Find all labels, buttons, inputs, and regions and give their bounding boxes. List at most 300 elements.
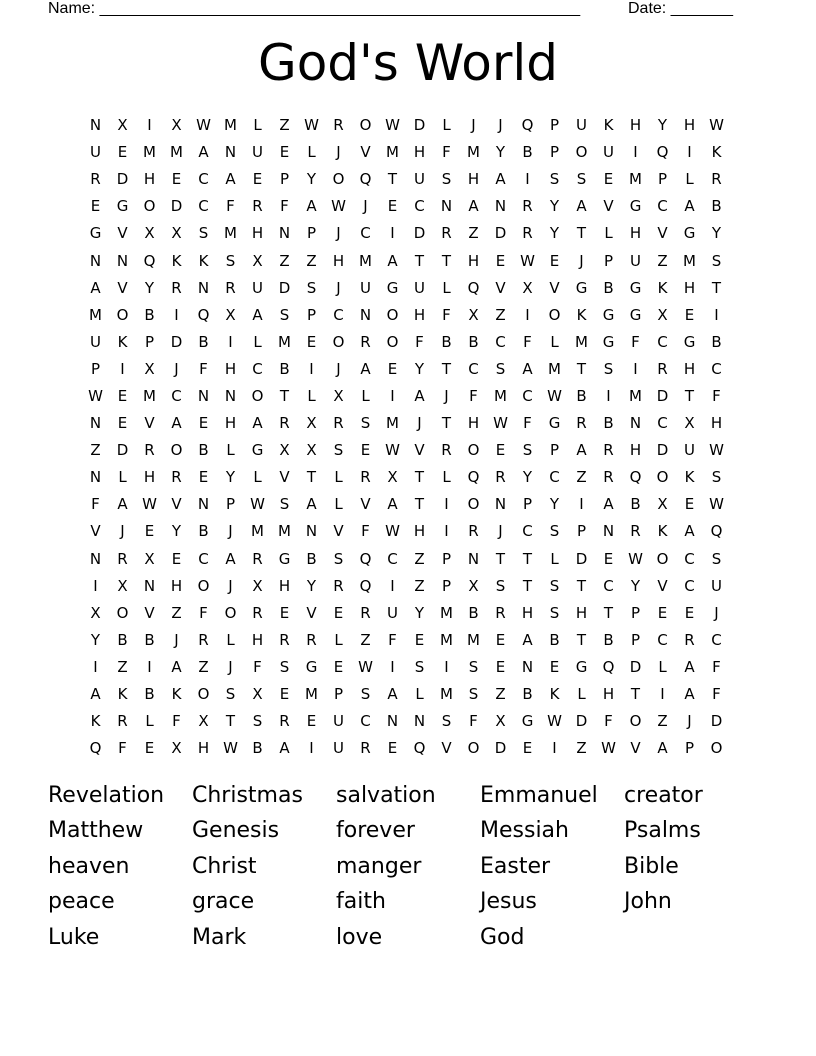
grid-letter[interactable]: J <box>228 657 233 676</box>
grid-letter[interactable]: J <box>120 522 125 541</box>
grid-letter[interactable]: B <box>549 630 560 649</box>
grid-letter[interactable]: R <box>576 414 587 433</box>
grid-letter[interactable]: A <box>360 359 371 378</box>
grid-letter[interactable]: O <box>386 305 399 324</box>
grid-letter[interactable]: L <box>604 224 613 243</box>
grid-letter[interactable]: A <box>603 495 614 514</box>
grid-letter[interactable]: X <box>252 251 263 270</box>
grid-letter[interactable]: E <box>549 657 560 676</box>
grid-letter[interactable]: H <box>143 468 156 487</box>
grid-letter[interactable]: W <box>304 116 319 135</box>
grid-letter[interactable]: T <box>279 386 290 405</box>
grid-letter[interactable]: L <box>253 116 262 135</box>
grid-letter[interactable]: U <box>333 712 344 731</box>
grid-letter[interactable]: S <box>198 224 209 243</box>
grid-letter[interactable]: K <box>657 522 668 541</box>
grid-letter[interactable]: B <box>441 332 452 351</box>
grid-letter[interactable]: M <box>548 359 561 378</box>
grid-letter[interactable]: R <box>360 468 371 487</box>
grid-letter[interactable]: K <box>171 251 182 270</box>
grid-letter[interactable]: D <box>413 224 426 243</box>
grid-letter[interactable]: R <box>225 278 236 297</box>
grid-letter[interactable]: O <box>143 197 156 216</box>
grid-letter[interactable]: T <box>387 170 398 189</box>
grid-letter[interactable]: Z <box>495 305 506 324</box>
grid-letter[interactable]: F <box>631 332 640 351</box>
grid-letter[interactable]: A <box>252 414 263 433</box>
grid-letter[interactable]: N <box>197 278 210 297</box>
grid-letter[interactable]: G <box>278 549 291 568</box>
grid-letter[interactable]: C <box>468 359 479 378</box>
grid-letter[interactable]: Z <box>90 441 101 460</box>
grid-letter[interactable]: L <box>226 441 235 460</box>
grid-letter[interactable]: H <box>413 522 426 541</box>
grid-letter[interactable]: E <box>198 414 209 433</box>
grid-letter[interactable]: V <box>333 522 344 541</box>
grid-letter[interactable]: N <box>359 305 372 324</box>
grid-letter[interactable]: I <box>660 685 665 704</box>
grid-letter[interactable]: Y <box>306 576 317 595</box>
grid-letter[interactable]: U <box>603 143 614 162</box>
grid-letter[interactable]: X <box>306 441 317 460</box>
grid-letter[interactable]: X <box>171 224 182 243</box>
grid-letter[interactable]: U <box>360 278 371 297</box>
grid-letter[interactable]: S <box>279 657 290 676</box>
grid-letter[interactable]: E <box>495 441 506 460</box>
grid-letter[interactable]: T <box>576 359 587 378</box>
grid-letter[interactable]: S <box>549 576 560 595</box>
grid-letter[interactable]: D <box>116 441 129 460</box>
grid-letter[interactable]: I <box>525 170 530 189</box>
grid-letter[interactable]: R <box>252 197 263 216</box>
grid-letter[interactable]: X <box>657 305 668 324</box>
grid-letter[interactable]: F <box>361 522 370 541</box>
grid-letter[interactable]: G <box>602 332 615 351</box>
grid-letter[interactable]: X <box>468 576 479 595</box>
grid-letter[interactable]: W <box>331 197 346 216</box>
grid-letter[interactable]: L <box>550 332 559 351</box>
grid-letter[interactable]: X <box>468 305 479 324</box>
grid-letter[interactable]: E <box>684 495 695 514</box>
grid-letter[interactable]: Q <box>710 522 723 541</box>
grid-letter[interactable]: A <box>171 414 182 433</box>
grid-letter[interactable]: H <box>683 278 696 297</box>
grid-letter[interactable]: W <box>358 657 373 676</box>
grid-letter[interactable]: H <box>710 414 723 433</box>
grid-letter[interactable]: I <box>147 116 152 135</box>
grid-letter[interactable]: Z <box>198 657 209 676</box>
grid-letter[interactable]: N <box>197 495 210 514</box>
grid-letter[interactable]: E <box>333 603 344 622</box>
grid-letter[interactable]: O <box>467 739 480 758</box>
grid-letter[interactable]: F <box>172 712 181 731</box>
grid-letter[interactable]: Q <box>413 739 426 758</box>
grid-letter[interactable]: F <box>388 630 397 649</box>
grid-letter[interactable]: I <box>633 359 638 378</box>
grid-letter[interactable]: Q <box>656 143 669 162</box>
grid-letter[interactable]: S <box>576 170 587 189</box>
grid-letter[interactable]: J <box>579 251 584 270</box>
grid-letter[interactable]: E <box>279 685 290 704</box>
grid-letter[interactable]: O <box>548 305 561 324</box>
grid-letter[interactable]: A <box>306 495 317 514</box>
grid-letter[interactable]: Y <box>657 116 668 135</box>
grid-letter[interactable]: K <box>684 468 695 487</box>
grid-letter[interactable]: R <box>117 549 128 568</box>
grid-letter[interactable]: M <box>440 685 453 704</box>
grid-letter[interactable]: F <box>253 657 262 676</box>
grid-letter[interactable]: W <box>547 386 562 405</box>
grid-letter[interactable]: H <box>278 576 291 595</box>
grid-letter[interactable]: O <box>359 116 372 135</box>
grid-letter[interactable]: E <box>414 630 425 649</box>
grid-letter[interactable]: P <box>603 251 614 270</box>
grid-letter[interactable]: N <box>89 468 102 487</box>
grid-letter[interactable]: M <box>440 603 453 622</box>
grid-letter[interactable]: W <box>601 739 616 758</box>
grid-letter[interactable]: B <box>306 549 317 568</box>
grid-letter[interactable]: E <box>333 657 344 676</box>
grid-letter[interactable]: A <box>684 522 695 541</box>
grid-letter[interactable]: O <box>629 712 642 731</box>
grid-letter[interactable]: T <box>495 549 506 568</box>
grid-letter[interactable]: Y <box>549 495 560 514</box>
grid-letter[interactable]: N <box>521 657 534 676</box>
grid-letter[interactable]: C <box>333 305 344 324</box>
grid-letter[interactable]: E <box>279 143 290 162</box>
grid-letter[interactable]: N <box>386 712 399 731</box>
grid-letter[interactable]: E <box>144 739 155 758</box>
grid-letter[interactable]: T <box>441 359 452 378</box>
grid-letter[interactable]: L <box>253 468 262 487</box>
grid-letter[interactable]: G <box>575 278 588 297</box>
grid-letter[interactable]: D <box>413 116 426 135</box>
grid-letter[interactable]: Z <box>306 251 317 270</box>
grid-letter[interactable]: F <box>91 495 100 514</box>
grid-letter[interactable]: I <box>390 657 395 676</box>
grid-letter[interactable]: Y <box>549 197 560 216</box>
grid-letter[interactable]: G <box>575 657 588 676</box>
grid-letter[interactable]: T <box>684 386 695 405</box>
grid-letter[interactable]: P <box>549 441 560 460</box>
grid-letter[interactable]: I <box>714 305 719 324</box>
grid-letter[interactable]: H <box>467 170 480 189</box>
grid-letter[interactable]: Z <box>414 576 425 595</box>
grid-letter[interactable]: V <box>117 278 128 297</box>
grid-letter[interactable]: G <box>629 305 642 324</box>
grid-letter[interactable]: B <box>603 630 614 649</box>
grid-letter[interactable]: E <box>549 251 560 270</box>
grid-letter[interactable]: H <box>197 739 210 758</box>
grid-letter[interactable]: E <box>360 441 371 460</box>
grid-letter[interactable]: S <box>306 278 317 297</box>
grid-letter[interactable]: R <box>711 170 722 189</box>
grid-letter[interactable]: F <box>442 305 451 324</box>
grid-letter[interactable]: M <box>494 386 507 405</box>
grid-letter[interactable]: B <box>279 359 290 378</box>
grid-letter[interactable]: W <box>493 414 508 433</box>
grid-letter[interactable]: P <box>657 170 668 189</box>
grid-letter[interactable]: M <box>143 386 156 405</box>
grid-letter[interactable]: A <box>225 170 236 189</box>
grid-letter[interactable]: Z <box>360 630 371 649</box>
grid-letter[interactable]: O <box>197 576 210 595</box>
grid-letter[interactable]: U <box>252 143 263 162</box>
grid-letter[interactable]: X <box>279 441 290 460</box>
grid-letter[interactable]: V <box>549 278 560 297</box>
grid-letter[interactable]: W <box>709 495 724 514</box>
grid-letter[interactable]: F <box>712 685 721 704</box>
grid-letter[interactable]: Z <box>279 251 290 270</box>
grid-letter[interactable]: A <box>252 305 263 324</box>
grid-letter[interactable]: P <box>522 495 533 514</box>
grid-letter[interactable]: A <box>306 197 317 216</box>
grid-letter[interactable]: P <box>549 143 560 162</box>
grid-letter[interactable]: J <box>417 414 422 433</box>
grid-letter[interactable]: L <box>226 630 235 649</box>
grid-letter[interactable]: L <box>577 685 586 704</box>
grid-letter[interactable]: T <box>225 712 236 731</box>
grid-letter[interactable]: O <box>710 739 723 758</box>
grid-letter[interactable]: C <box>387 549 398 568</box>
grid-letter[interactable]: O <box>332 170 345 189</box>
grid-letter[interactable]: H <box>251 630 264 649</box>
grid-letter[interactable]: L <box>415 685 424 704</box>
grid-letter[interactable]: R <box>117 712 128 731</box>
grid-letter[interactable]: R <box>306 630 317 649</box>
grid-letter[interactable]: O <box>116 305 129 324</box>
grid-letter[interactable]: X <box>387 468 398 487</box>
grid-letter[interactable]: H <box>629 441 642 460</box>
grid-letter[interactable]: K <box>603 116 614 135</box>
grid-letter[interactable]: O <box>224 603 237 622</box>
grid-letter[interactable]: F <box>199 359 208 378</box>
grid-letter[interactable]: Y <box>171 522 182 541</box>
grid-letter[interactable]: W <box>520 251 535 270</box>
grid-letter[interactable]: B <box>630 495 641 514</box>
grid-letter[interactable]: T <box>522 576 533 595</box>
grid-letter[interactable]: C <box>657 630 668 649</box>
grid-letter[interactable]: S <box>225 685 236 704</box>
grid-letter[interactable]: R <box>252 549 263 568</box>
grid-letter[interactable]: O <box>386 332 399 351</box>
grid-letter[interactable]: H <box>251 224 264 243</box>
grid-letter[interactable]: W <box>385 522 400 541</box>
grid-letter[interactable]: O <box>467 495 480 514</box>
grid-letter[interactable]: B <box>468 603 479 622</box>
grid-letter[interactable]: F <box>118 739 127 758</box>
grid-letter[interactable]: S <box>279 495 290 514</box>
grid-letter[interactable]: U <box>252 278 263 297</box>
grid-letter[interactable]: M <box>143 143 156 162</box>
grid-letter[interactable]: U <box>711 576 722 595</box>
grid-letter[interactable]: X <box>90 603 101 622</box>
grid-letter[interactable]: B <box>198 332 209 351</box>
grid-letter[interactable]: B <box>603 278 614 297</box>
grid-letter[interactable]: L <box>334 495 343 514</box>
grid-letter[interactable]: X <box>144 359 155 378</box>
grid-letter[interactable]: T <box>441 251 452 270</box>
grid-letter[interactable]: C <box>657 197 668 216</box>
grid-letter[interactable]: X <box>117 116 128 135</box>
grid-letter[interactable]: K <box>90 712 101 731</box>
grid-letter[interactable]: I <box>120 359 125 378</box>
grid-letter[interactable]: G <box>602 305 615 324</box>
grid-letter[interactable]: C <box>549 468 560 487</box>
grid-letter[interactable]: S <box>711 468 722 487</box>
grid-letter[interactable]: U <box>414 278 425 297</box>
grid-letter[interactable]: E <box>171 170 182 189</box>
grid-letter[interactable]: M <box>170 143 183 162</box>
grid-letter[interactable]: L <box>442 116 451 135</box>
grid-letter[interactable]: Y <box>630 576 641 595</box>
grid-letter[interactable]: N <box>494 495 507 514</box>
grid-letter[interactable]: T <box>576 630 587 649</box>
grid-letter[interactable]: S <box>549 603 560 622</box>
grid-letter[interactable]: P <box>225 495 236 514</box>
grid-letter[interactable]: B <box>252 739 263 758</box>
grid-letter[interactable]: G <box>629 197 642 216</box>
grid-letter[interactable]: K <box>171 685 182 704</box>
grid-letter[interactable]: V <box>279 468 290 487</box>
grid-letter[interactable]: O <box>332 332 345 351</box>
grid-letter[interactable]: V <box>414 441 425 460</box>
grid-letter[interactable]: J <box>498 522 503 541</box>
grid-letter[interactable]: S <box>441 712 452 731</box>
grid-letter[interactable]: H <box>467 251 480 270</box>
grid-letter[interactable]: N <box>494 197 507 216</box>
grid-letter[interactable]: X <box>144 549 155 568</box>
grid-letter[interactable]: X <box>306 414 317 433</box>
grid-letter[interactable]: T <box>576 576 587 595</box>
grid-letter[interactable]: I <box>444 657 449 676</box>
grid-letter[interactable]: J <box>336 359 341 378</box>
grid-letter[interactable]: F <box>712 386 721 405</box>
grid-letter[interactable]: E <box>684 305 695 324</box>
grid-letter[interactable]: O <box>656 549 669 568</box>
grid-letter[interactable]: B <box>198 522 209 541</box>
grid-letter[interactable]: C <box>252 359 263 378</box>
grid-letter[interactable]: L <box>307 143 316 162</box>
grid-letter[interactable]: I <box>174 305 179 324</box>
grid-letter[interactable]: C <box>198 170 209 189</box>
grid-letter[interactable]: J <box>336 278 341 297</box>
grid-letter[interactable]: R <box>495 468 506 487</box>
grid-letter[interactable]: M <box>683 251 696 270</box>
grid-letter[interactable]: M <box>440 630 453 649</box>
grid-letter[interactable]: M <box>224 116 237 135</box>
grid-letter[interactable]: B <box>198 441 209 460</box>
grid-letter[interactable]: Y <box>414 359 425 378</box>
grid-letter[interactable]: D <box>116 170 129 189</box>
grid-letter[interactable]: E <box>387 359 398 378</box>
grid-letter[interactable]: N <box>89 414 102 433</box>
grid-letter[interactable]: E <box>117 143 128 162</box>
grid-letter[interactable]: L <box>118 468 127 487</box>
grid-letter[interactable]: Q <box>197 305 210 324</box>
grid-letter[interactable]: O <box>116 603 129 622</box>
grid-letter[interactable]: A <box>576 441 587 460</box>
grid-letter[interactable]: T <box>603 603 614 622</box>
grid-letter[interactable]: C <box>603 576 614 595</box>
grid-letter[interactable]: A <box>657 739 668 758</box>
grid-letter[interactable]: W <box>142 495 157 514</box>
grid-letter[interactable]: Q <box>143 251 156 270</box>
grid-letter[interactable]: C <box>360 712 371 731</box>
grid-letter[interactable]: C <box>711 630 722 649</box>
grid-letter[interactable]: P <box>333 685 344 704</box>
grid-letter[interactable]: S <box>414 657 425 676</box>
grid-letter[interactable]: S <box>225 251 236 270</box>
grid-letter[interactable]: W <box>250 495 265 514</box>
grid-letter[interactable]: P <box>306 224 317 243</box>
grid-letter[interactable]: J <box>471 116 476 135</box>
grid-letter[interactable]: B <box>711 332 722 351</box>
grid-letter[interactable]: N <box>305 522 318 541</box>
grid-letter[interactable]: W <box>709 441 724 460</box>
grid-letter[interactable]: E <box>657 603 668 622</box>
grid-letter[interactable]: H <box>332 251 345 270</box>
grid-letter[interactable]: H <box>683 359 696 378</box>
grid-letter[interactable]: E <box>684 603 695 622</box>
name-field-label[interactable]: Name: ______________________________________________________ <box>48 0 581 17</box>
grid-letter[interactable]: P <box>684 739 695 758</box>
grid-letter[interactable]: J <box>174 359 179 378</box>
grid-letter[interactable]: E <box>603 549 614 568</box>
grid-letter[interactable]: C <box>684 549 695 568</box>
grid-letter[interactable]: Q <box>359 549 372 568</box>
grid-letter[interactable]: X <box>657 495 668 514</box>
grid-letter[interactable]: A <box>279 739 290 758</box>
grid-letter[interactable]: A <box>495 170 506 189</box>
grid-letter[interactable]: R <box>279 712 290 731</box>
grid-letter[interactable]: M <box>224 224 237 243</box>
grid-letter[interactable]: M <box>251 522 264 541</box>
grid-letter[interactable]: N <box>413 712 426 731</box>
grid-letter[interactable]: E <box>495 251 506 270</box>
grid-letter[interactable]: H <box>521 603 534 622</box>
grid-letter[interactable]: S <box>360 414 371 433</box>
grid-letter[interactable]: O <box>656 468 669 487</box>
grid-letter[interactable]: J <box>444 386 449 405</box>
grid-letter[interactable]: L <box>253 332 262 351</box>
grid-letter[interactable]: A <box>90 685 101 704</box>
grid-letter[interactable]: J <box>363 197 368 216</box>
grid-letter[interactable]: S <box>279 305 290 324</box>
grid-letter[interactable]: U <box>576 116 587 135</box>
grid-letter[interactable]: J <box>228 522 233 541</box>
grid-letter[interactable]: Y <box>225 468 236 487</box>
grid-letter[interactable]: T <box>414 251 425 270</box>
grid-letter[interactable]: A <box>198 143 209 162</box>
grid-letter[interactable]: R <box>360 739 371 758</box>
grid-letter[interactable]: P <box>630 630 641 649</box>
grid-letter[interactable]: R <box>360 603 371 622</box>
grid-letter[interactable]: L <box>307 386 316 405</box>
grid-letter[interactable]: A <box>522 359 533 378</box>
grid-letter[interactable]: Z <box>468 224 479 243</box>
grid-letter[interactable]: R <box>684 630 695 649</box>
grid-letter[interactable]: B <box>144 305 155 324</box>
grid-letter[interactable]: F <box>469 712 478 731</box>
grid-letter[interactable]: C <box>522 386 533 405</box>
grid-letter[interactable]: H <box>170 576 183 595</box>
grid-letter[interactable]: K <box>117 685 128 704</box>
grid-letter[interactable]: B <box>711 197 722 216</box>
grid-letter[interactable]: T <box>441 414 452 433</box>
grid-letter[interactable]: V <box>657 576 668 595</box>
grid-letter[interactable]: A <box>117 495 128 514</box>
